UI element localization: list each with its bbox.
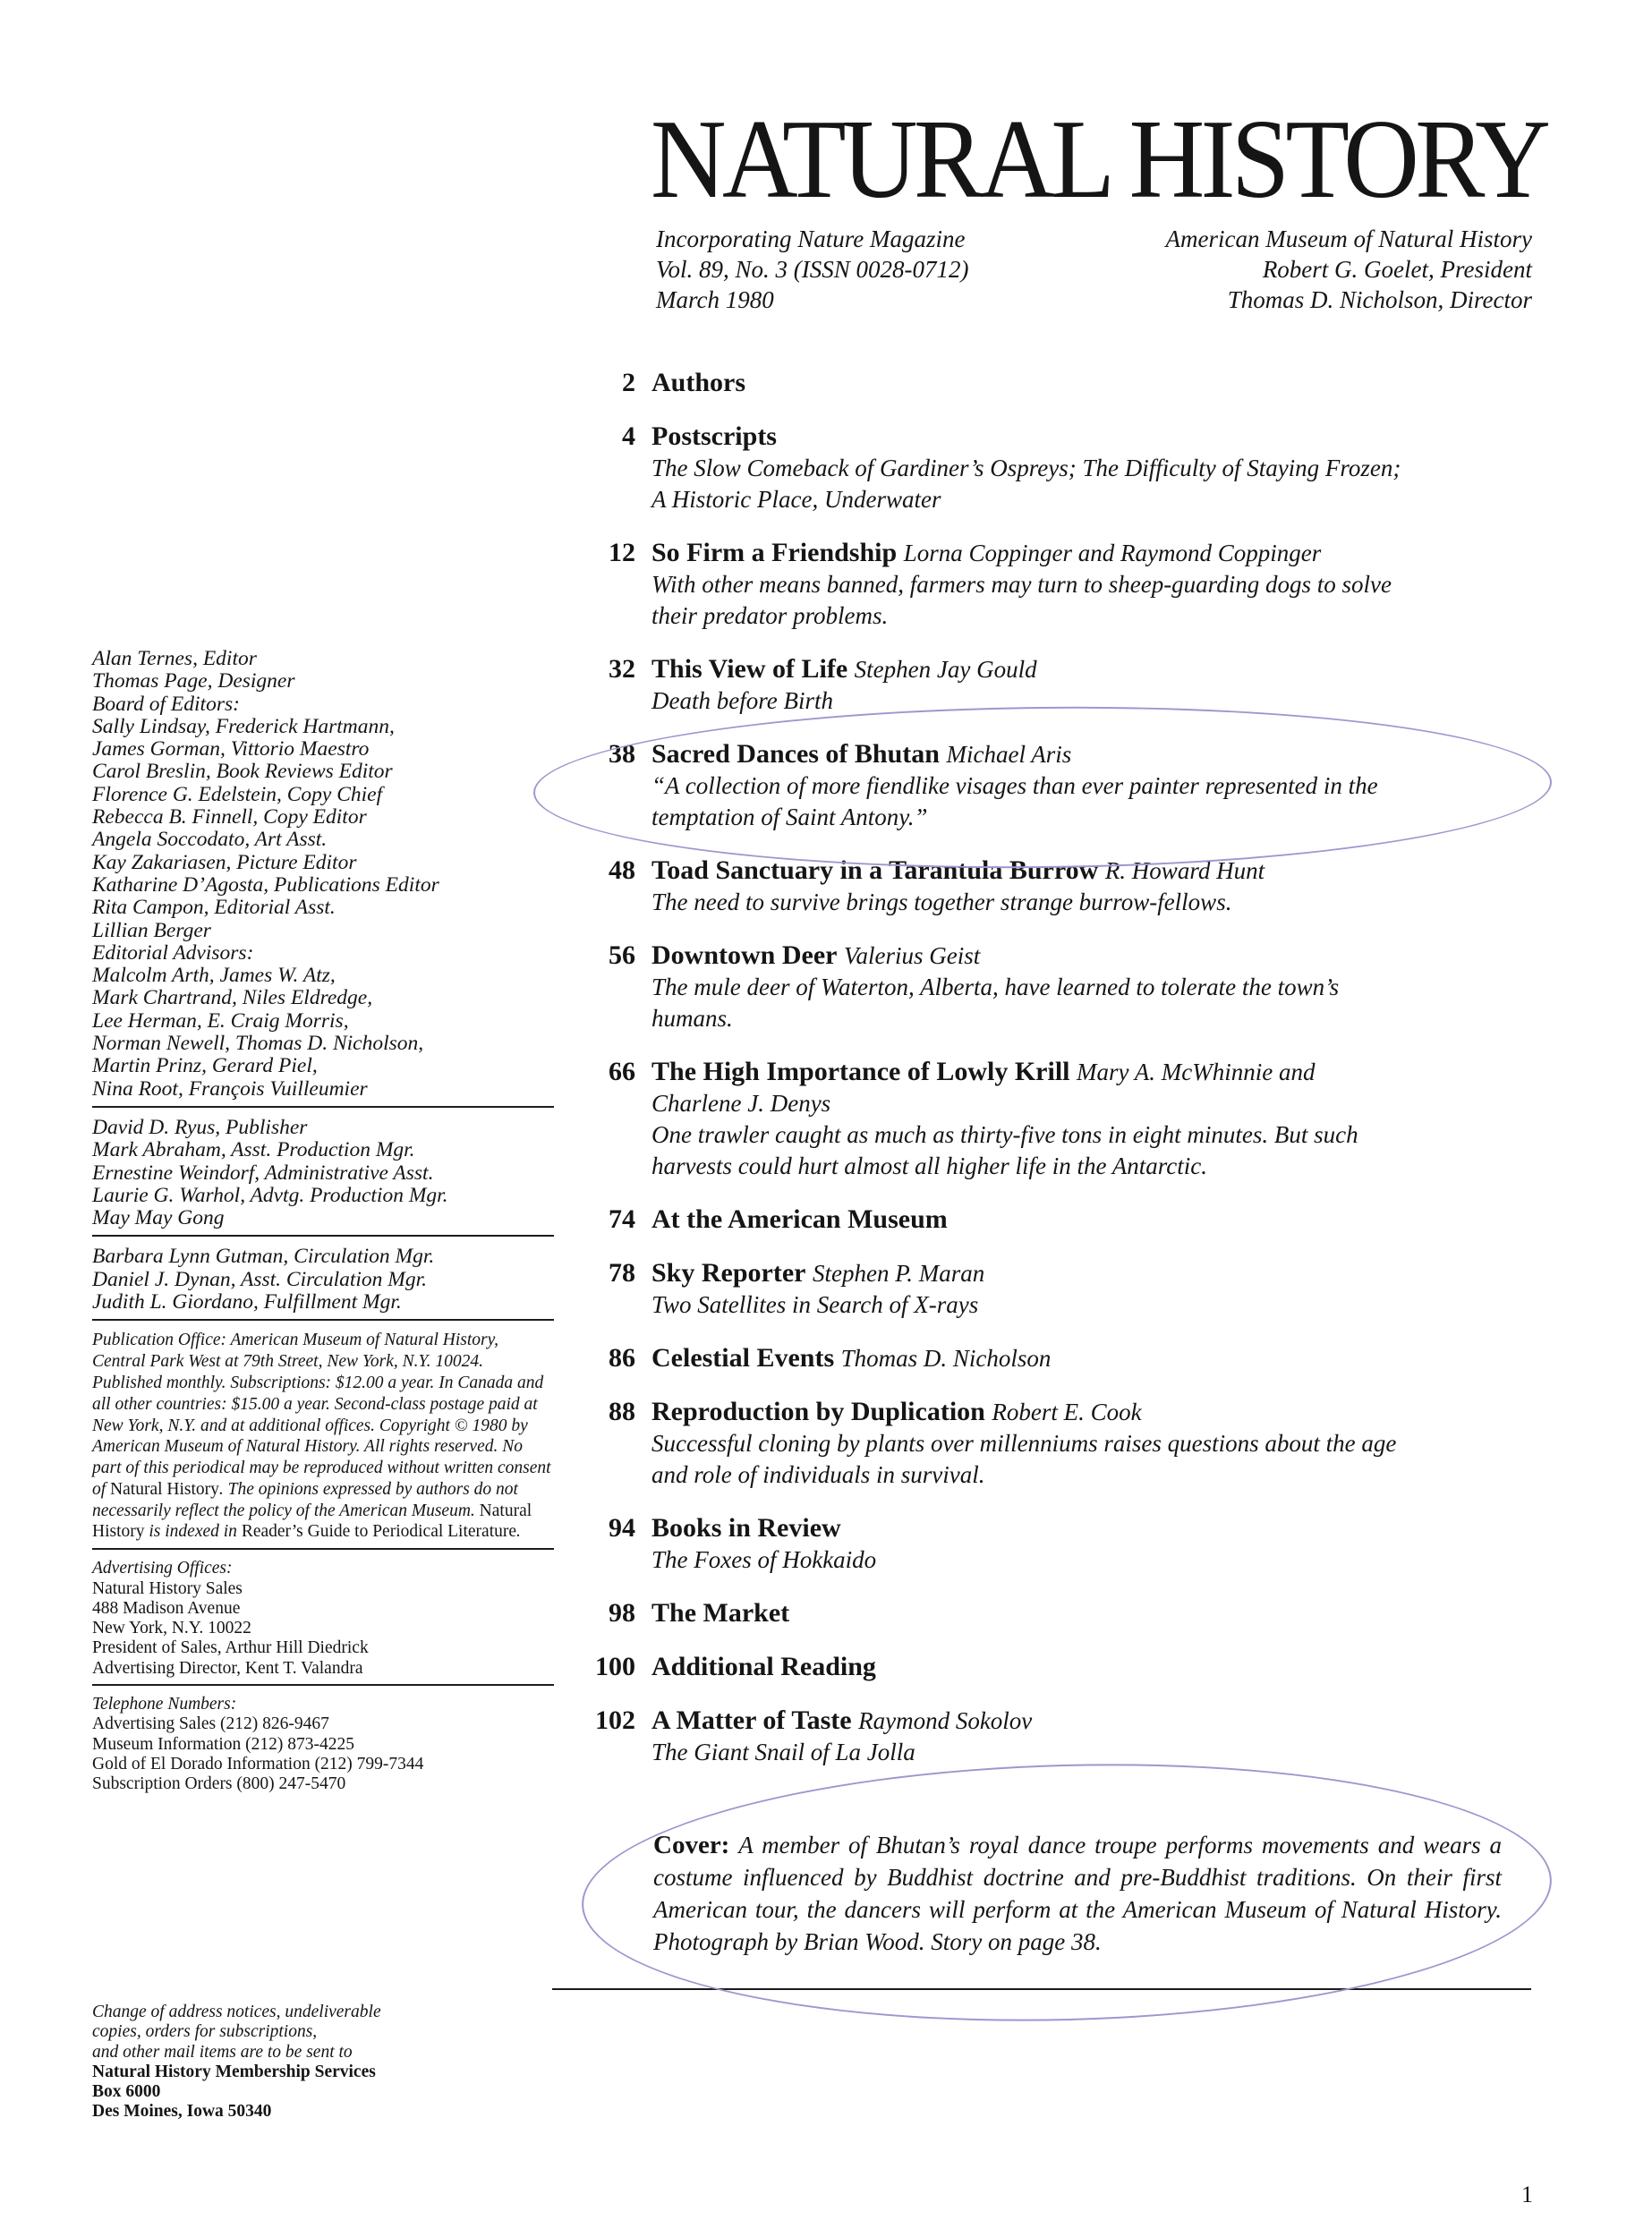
toc-title: Sky Reporter bbox=[651, 1258, 806, 1288]
toc-description-line: humans. bbox=[651, 1005, 733, 1032]
toc-description-line: With other means banned, farmers may turn to sheep-guarding dogs to solve bbox=[651, 571, 1392, 598]
telephone-heading: Telephone Numbers: bbox=[92, 1695, 237, 1714]
toc-page-number: 32 bbox=[609, 654, 635, 684]
page-number: 1 bbox=[1521, 2182, 1533, 2207]
publication-name: Natural History bbox=[110, 1479, 219, 1499]
publication-name: Reader’s Guide to Periodical Literature bbox=[241, 1522, 517, 1542]
staff-line: Malcolm Arth, James W. Atz, bbox=[92, 964, 336, 988]
advertising-line: Natural History Sales bbox=[92, 1578, 243, 1598]
toc-author: Raymond Sokolov bbox=[858, 1707, 1033, 1734]
toc-description-line: Successful cloning by plants over millenniums raises questions about the age bbox=[651, 1430, 1397, 1457]
staff-line: May May Gong bbox=[92, 1206, 225, 1230]
museum-info bbox=[1166, 224, 1532, 315]
toc-title: The High Importance of Lowly Krill bbox=[651, 1057, 1070, 1086]
toc-author: R. Howard Hunt bbox=[1104, 857, 1265, 884]
toc-description-line: Two Satellites in Search of X-rays bbox=[651, 1291, 979, 1318]
toc-description bbox=[651, 972, 1512, 1034]
staff-line: Mark Chartrand, Niles Eldredge, bbox=[92, 986, 373, 1010]
toc-title: Authors bbox=[651, 368, 746, 397]
publication-text: . The opinions expressed by authors do not necessarily reflect the policy of the American Museum. bbox=[92, 1479, 518, 1520]
issue-info bbox=[656, 224, 968, 315]
staff-line: Editorial Advisors: bbox=[92, 940, 254, 965]
cover-caption bbox=[653, 1829, 1502, 1958]
toc-page-number: 4 bbox=[622, 421, 635, 451]
toc-title: Postscripts bbox=[651, 421, 777, 451]
staff-line: Rebecca B. Finnell, Copy Editor bbox=[92, 805, 367, 829]
museum-line: Robert G. Goelet, President bbox=[1262, 256, 1532, 283]
toc-entry[interactable] bbox=[573, 855, 1512, 918]
telephone-line: Subscription Orders (800) 247-5470 bbox=[92, 1774, 346, 1794]
toc-description bbox=[651, 569, 1512, 632]
toc-entry[interactable] bbox=[573, 1705, 1512, 1768]
toc-description-line: and role of individuals in survival. bbox=[651, 1461, 985, 1488]
toc-entry[interactable] bbox=[573, 1257, 1512, 1321]
toc-entry[interactable] bbox=[573, 1651, 1512, 1683]
mailing-line: Change of address notices, undeliverable bbox=[92, 2003, 381, 2021]
publication-name: Natural History bbox=[92, 1501, 532, 1542]
telephone-line: Museum Information (212) 873-4225 bbox=[92, 1734, 354, 1754]
staff-line: Kay Zakariasen, Picture Editor bbox=[92, 850, 357, 874]
mailing-line: copies, orders for subscriptions, bbox=[92, 2022, 318, 2042]
table-of-contents bbox=[573, 367, 1512, 1790]
toc-description-line: “A collection of more fiendlike visages than ever painter represented in the bbox=[651, 772, 1378, 799]
staff-line: Sally Lindsay, Frederick Hartmann, bbox=[92, 714, 395, 738]
advertising-offices bbox=[92, 1559, 554, 1686]
toc-page-number: 2 bbox=[622, 368, 635, 397]
issue-line: March 1980 bbox=[656, 286, 774, 313]
toc-page-number: 48 bbox=[609, 855, 635, 885]
cover-label: Cover: bbox=[653, 1831, 730, 1859]
staff-box bbox=[92, 648, 554, 1809]
toc-description bbox=[651, 770, 1512, 833]
toc-page-number: 98 bbox=[609, 1598, 635, 1628]
staff-line: Laurie G. Warhol, Advtg. Production Mgr. bbox=[92, 1183, 448, 1207]
toc-page-number: 102 bbox=[595, 1705, 635, 1735]
toc-page-number: 56 bbox=[609, 940, 635, 970]
toc-title: Additional Reading bbox=[651, 1652, 876, 1681]
circulation-staff bbox=[92, 1246, 554, 1321]
advertising-line: President of Sales, Arthur Hill Diedrick bbox=[92, 1638, 369, 1658]
toc-title: This View of Life bbox=[651, 654, 848, 684]
advertising-line: 488 Madison Avenue bbox=[92, 1598, 241, 1618]
staff-line: Barbara Lynn Gutman, Circulation Mgr. bbox=[92, 1245, 435, 1269]
toc-author: Stephen P. Maran bbox=[812, 1260, 985, 1287]
staff-line: Katharine D’Agosta, Publications Editor bbox=[92, 872, 439, 897]
editorial-staff bbox=[92, 648, 554, 1108]
bottom-rule bbox=[552, 1988, 1531, 1990]
toc-author: Mary A. McWhinnie and bbox=[1077, 1059, 1316, 1085]
toc-description bbox=[651, 1737, 1512, 1768]
publication-text: Publication Office: American Museum of Natural History, Central Park West at 79th Street, New York, N.Y. 10024. Published monthly. Subscriptions: $12.00 a year. In Canada and all other countries: $15.00 a year. Second-class postage paid at New York, N.Y. and at additional offices. Copyright © 1980 by American Museum of Natural History. All rights reserved. No part of this periodical may be reproduced without written consent of bbox=[92, 1331, 551, 1499]
toc-title: The Market bbox=[651, 1598, 790, 1628]
staff-line: Lillian Berger bbox=[92, 918, 211, 942]
museum-line: Thomas D. Nicholson, Director bbox=[1227, 286, 1532, 313]
toc-entry[interactable] bbox=[573, 1056, 1512, 1182]
toc-title: Sacred Dances of Bhutan bbox=[651, 739, 940, 769]
toc-title: At the American Museum bbox=[651, 1204, 948, 1234]
staff-line: Judith L. Giordano, Fulfillment Mgr. bbox=[92, 1290, 402, 1314]
toc-page-number: 100 bbox=[595, 1652, 635, 1681]
toc-author: Michael Aris bbox=[946, 741, 1072, 768]
publication-text: . bbox=[516, 1522, 521, 1542]
toc-title: Reproduction by Duplication bbox=[651, 1397, 985, 1426]
toc-title: Celestial Events bbox=[651, 1343, 835, 1373]
telephone-line: Gold of El Dorado Information (212) 799-7344 bbox=[92, 1754, 424, 1773]
staff-line: Nina Root, François Vuilleumier bbox=[92, 1076, 368, 1101]
toc-page-number: 38 bbox=[609, 739, 635, 769]
toc-description bbox=[651, 1428, 1512, 1491]
toc-entry[interactable] bbox=[573, 537, 1512, 632]
staff-line: Ernestine Weindorf, Administrative Asst. bbox=[92, 1161, 434, 1185]
toc-author: Robert E. Cook bbox=[992, 1399, 1142, 1425]
toc-author: Lorna Coppinger and Raymond Coppinger bbox=[903, 540, 1322, 566]
magazine-title: NATURAL HISTORY bbox=[651, 98, 1547, 222]
toc-entry[interactable] bbox=[573, 1204, 1512, 1236]
staff-line: Martin Prinz, Gerard Piel, bbox=[92, 1054, 318, 1078]
toc-description bbox=[651, 1544, 1512, 1576]
telephone-line: Advertising Sales (212) 826-9467 bbox=[92, 1714, 329, 1734]
toc-page-number: 74 bbox=[609, 1204, 635, 1234]
toc-description-line: One trawler caught as much as thirty-five tons in eight minutes. But such bbox=[651, 1121, 1358, 1148]
toc-description bbox=[651, 887, 1512, 918]
toc-author: Stephen Jay Gould bbox=[854, 656, 1037, 683]
staff-line: David D. Ryus, Publisher bbox=[92, 1115, 308, 1139]
toc-title: Downtown Deer bbox=[651, 940, 838, 970]
publisher-staff bbox=[92, 1117, 554, 1237]
toc-description-line: harvests could hurt almost all higher life in the Antarctic. bbox=[651, 1153, 1207, 1179]
staff-line: James Gorman, Vittorio Maestro bbox=[92, 737, 370, 761]
staff-line: Mark Abraham, Asst. Production Mgr. bbox=[92, 1138, 415, 1162]
staff-line: Rita Campon, Editorial Asst. bbox=[92, 896, 336, 920]
toc-entry[interactable] bbox=[573, 738, 1512, 833]
toc-entry[interactable] bbox=[573, 421, 1512, 515]
toc-description-line: A Historic Place, Underwater bbox=[651, 486, 941, 513]
telephone-numbers bbox=[92, 1695, 554, 1799]
toc-author-continued bbox=[651, 1088, 1512, 1119]
toc-entry[interactable] bbox=[573, 1597, 1512, 1629]
toc-description-line: temptation of Saint Antony.” bbox=[651, 804, 928, 830]
toc-description bbox=[651, 1289, 1512, 1321]
staff-line: Lee Herman, E. Craig Morris, bbox=[92, 1008, 349, 1033]
toc-author: Valerius Geist bbox=[843, 942, 981, 969]
toc-description-line: The mule deer of Waterton, Alberta, have learned to tolerate the town’s bbox=[651, 974, 1340, 1000]
toc-description-line: Death before Birth bbox=[651, 687, 833, 714]
toc-page-number: 88 bbox=[609, 1397, 635, 1426]
publication-notice bbox=[92, 1330, 554, 1550]
toc-page-number: 78 bbox=[609, 1258, 635, 1288]
toc-description-line: The Slow Comeback of Gardiner’s Ospreys; The Difficulty of Staying Frozen; bbox=[651, 455, 1401, 481]
publication-text: is indexed in bbox=[144, 1522, 242, 1542]
staff-line: Carol Breslin, Book Reviews Editor bbox=[92, 760, 393, 784]
mailing-notice bbox=[92, 2003, 558, 2122]
toc-entry[interactable] bbox=[573, 1512, 1512, 1576]
toc-author: Thomas D. Nicholson bbox=[840, 1345, 1052, 1372]
mailing-address-line: Box 6000 bbox=[92, 2082, 161, 2102]
issue-line: Incorporating Nature Magazine bbox=[656, 225, 966, 252]
toc-description-line: The Foxes of Hokkaido bbox=[651, 1546, 877, 1573]
mailing-address-line: Natural History Membership Services bbox=[92, 2062, 376, 2081]
staff-line: Norman Newell, Thomas D. Nicholson, bbox=[92, 1032, 424, 1056]
toc-entry[interactable] bbox=[573, 367, 1512, 399]
staff-line: Daniel J. Dynan, Asst. Circulation Mgr. bbox=[92, 1267, 428, 1291]
staff-line: Angela Soccodato, Art Asst. bbox=[92, 828, 328, 852]
mailing-line: and other mail items are to be sent to bbox=[92, 2042, 353, 2062]
advertising-line: Advertising Director, Kent T. Valandra bbox=[92, 1658, 363, 1678]
toc-title: Toad Sanctuary in a Tarantula Burrow bbox=[651, 855, 1099, 885]
toc-title: Books in Review bbox=[651, 1513, 841, 1543]
toc-entry[interactable] bbox=[573, 653, 1512, 717]
staff-line: Alan Ternes, Editor bbox=[92, 647, 257, 670]
cover-text: A member of Bhutan’s royal dance troupe performs movements and wears a costume influenced by Buddhist doctrine and pre-Buddhist traditions. On their first American tour, the dancers will perform at the American Museum of Natural History. Photograph by Brian Wood. Story on page 38. bbox=[653, 1832, 1503, 1955]
mailing-address-line: Des Moines, Iowa 50340 bbox=[92, 2102, 272, 2122]
toc-entry[interactable] bbox=[573, 940, 1512, 1034]
toc-description bbox=[651, 1119, 1512, 1182]
advertising-heading: Advertising Offices: bbox=[92, 1559, 233, 1578]
staff-line: Board of Editors: bbox=[92, 692, 240, 716]
toc-page-number: 86 bbox=[609, 1343, 635, 1373]
advertising-line: New York, N.Y. 10022 bbox=[92, 1619, 251, 1638]
toc-title: A Matter of Taste bbox=[651, 1705, 852, 1735]
toc-entry[interactable] bbox=[573, 1342, 1512, 1374]
toc-author: Charlene J. Denys bbox=[651, 1090, 831, 1117]
toc-description bbox=[651, 685, 1512, 717]
issue-line: Vol. 89, No. 3 (ISSN 0028-0712) bbox=[656, 256, 969, 283]
toc-description-line: The Giant Snail of La Jolla bbox=[651, 1739, 915, 1765]
toc-page-number: 66 bbox=[609, 1057, 635, 1086]
toc-page-number: 12 bbox=[609, 538, 635, 567]
toc-description-line: their predator problems. bbox=[651, 602, 889, 629]
toc-page-number: 94 bbox=[609, 1513, 635, 1543]
toc-description bbox=[651, 453, 1512, 515]
toc-title: So Firm a Friendship bbox=[651, 538, 898, 567]
museum-line: American Museum of Natural History bbox=[1165, 225, 1532, 252]
toc-description-line: The need to survive brings together strange burrow-fellows. bbox=[651, 889, 1232, 915]
staff-line: Florence G. Edelstein, Copy Chief bbox=[92, 782, 383, 806]
staff-line: Thomas Page, Designer bbox=[92, 669, 295, 693]
toc-entry[interactable] bbox=[573, 1396, 1512, 1491]
